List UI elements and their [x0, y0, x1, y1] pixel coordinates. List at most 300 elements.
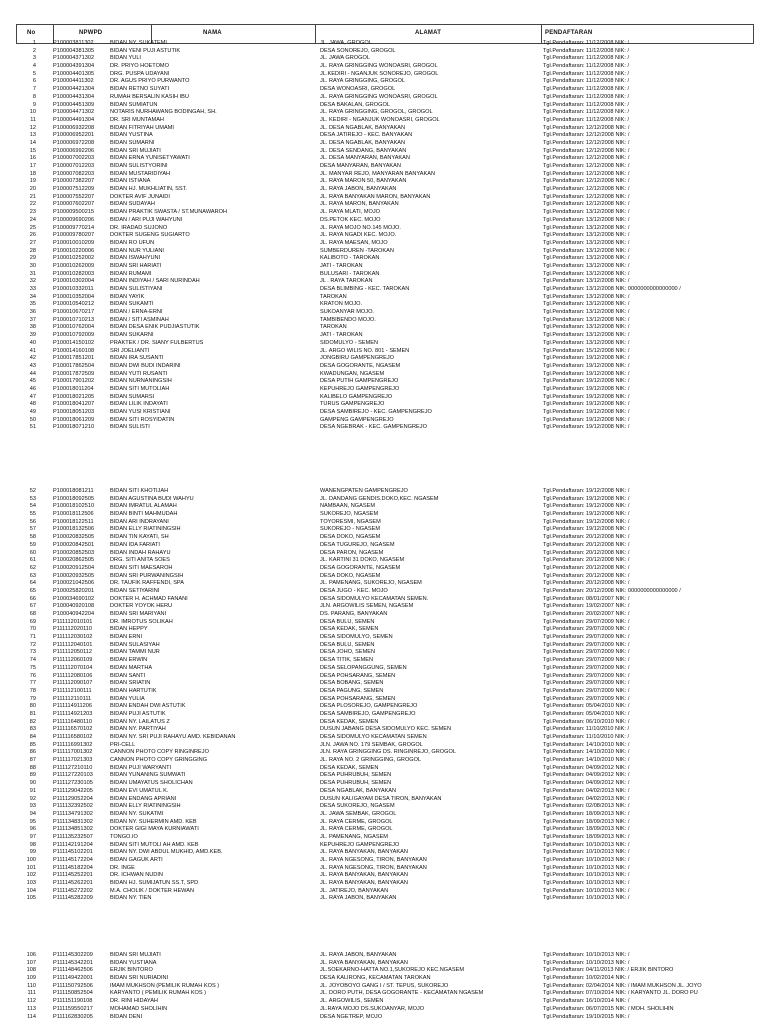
- row-alamat: DESA MANYARAN, BANYAKAN: [320, 163, 401, 169]
- row-npwpd: P111112050112: [53, 649, 92, 656]
- row-pendaftaran: Tgl.Pendaftaran: 29/07/2009 NIK: /: [543, 618, 630, 625]
- row-nama: BIDAN NY. LAILATUS Z: [110, 718, 170, 725]
- row-alamat: DS. PARANG, BANYAKAN: [320, 611, 388, 617]
- row-pendaftaran: Tgl.Pendaftaran: 10/02/2014 NIK: /: [543, 975, 630, 982]
- row-pendaftaran: Tgl.Pendaftaran: 13/12/2008 NIK: /: [543, 209, 630, 216]
- row-alamat: DESA SIDOMULYO KECAMATAN SEMEN.: [320, 595, 429, 602]
- row-alamat: JL.KEDIRI - NGANJUK SONOREJO, GROGOL: [320, 70, 439, 77]
- row-nama: BIDAN TAMMI NUR: [110, 649, 160, 656]
- row-npwpd: P100017872509: [53, 370, 95, 377]
- row-number: 22: [29, 201, 36, 208]
- table-row: [0, 642, 768, 650]
- row-nama: BIDAN ISWAHYUNI: [110, 255, 161, 262]
- row-alamat: KRATON MOJO.: [320, 301, 363, 308]
- row-nama: CANNON PHOTO COPY GRINGGING: [110, 757, 208, 764]
- row-nama: TONGO.IO: [110, 833, 138, 840]
- table-row: [0, 294, 768, 302]
- header-pendaftaran: PENDAFTARAN: [545, 30, 593, 36]
- table-row: [0, 749, 768, 757]
- row-number: 7: [32, 86, 36, 93]
- row-pendaftaran: Tgl.Pendaftaran: 18/09/2013 NIK: /: [543, 833, 630, 840]
- row-npwpd: P100018132506: [53, 526, 95, 533]
- row-number: 73: [29, 649, 36, 656]
- row-npwpd: P100004391304: [53, 63, 95, 70]
- row-alamat: JL. MANYAR REJO, MANYARAN BANYAKAN: [320, 170, 436, 177]
- row-number: 82: [29, 718, 36, 725]
- row-nama: BIDAN INDIYAH / SARI NURINDAH: [110, 278, 200, 285]
- table-row: [0, 309, 768, 317]
- row-pendaftaran: Tgl.Pendaftaran: 20/12/2008 NIK: 0000000000000000 /: [543, 587, 681, 594]
- row-pendaftaran: Tgl.Pendaftaran: 13/12/2008 NIK: /: [543, 270, 630, 277]
- row-alamat: JL. DESA NGABLAK, BANYAKAN: [320, 124, 406, 131]
- row-pendaftaran: Tgl.Pendaftaran: 11/12/2008 NIK: /: [543, 116, 630, 123]
- row-npwpd: P100004381305: [53, 47, 95, 54]
- row-alamat: DESA KEDAK, SEMEN: [320, 764, 379, 771]
- row-alamat: DESA PARON, NGASEM: [320, 549, 384, 556]
- table-row: [0, 673, 768, 681]
- table-row: [0, 248, 768, 256]
- table-row: [0, 178, 768, 186]
- row-nama: BIDAN LILIK INDAYATI: [110, 401, 168, 408]
- row-alamat: JATI - TAROKAN: [320, 262, 363, 269]
- row-nama: BIDAN YUSTIANA: [110, 959, 157, 966]
- row-alamat: JL. RAYA GRINGGING, GROGOL: [320, 78, 405, 85]
- row-alamat: JL. RAYA JABON, BANYAKAN: [320, 952, 397, 958]
- row-nama: BIDAN SRI NURIADINI: [110, 975, 169, 982]
- row-npwpd: P100010220006: [53, 247, 95, 254]
- row-npwpd: P111145262201: [53, 880, 93, 887]
- row-npwpd: P111145102201: [53, 849, 93, 856]
- table-row: [0, 826, 768, 834]
- row-alamat: DESA SELOPANGGUNG, SEMEN: [320, 664, 407, 671]
- row-number: 61: [29, 557, 36, 564]
- row-number: 42: [29, 355, 36, 362]
- row-number: 23: [29, 209, 36, 216]
- row-alamat: JL. RAYA MARON, BANYAKAN: [320, 201, 399, 208]
- row-alamat: DESA BAKALAN, GROGOL: [320, 101, 390, 108]
- row-nama: BIDAN SRI MUJIATI: [110, 147, 161, 154]
- row-nama: BIDAN PRAKTIK SWASTA / ST.MUNAWAROH: [110, 209, 228, 216]
- row-pendaftaran: Tgl.Pendaftaran: 04/09/2012 NIK: /: [543, 780, 630, 787]
- row-nama: BIDAN SRI MARIYANI: [110, 611, 167, 617]
- row-npwpd: P111117021303: [53, 757, 93, 764]
- row-pendaftaran: Tgl.Pendaftaran: 20/12/2008 NIK: /: [543, 557, 630, 564]
- table-row: [0, 734, 768, 742]
- row-pendaftaran: Tgl.Pendaftaran: 15/12/2008 NIK: /: [543, 347, 630, 354]
- row-npwpd: P100010332011: [53, 286, 94, 292]
- row-npwpd: P100007552207: [53, 193, 95, 200]
- table-row: [0, 496, 768, 504]
- row-nama: BIDAN SRI HARIATI: [110, 262, 162, 269]
- row-pendaftaran: Tgl.Pendaftaran: 29/07/2009 NIK: /: [543, 641, 630, 648]
- row-alamat: JL. RAYA BANYAKAN MARON, BANYAKAN: [320, 193, 431, 200]
- row-alamat: DESA SIDOMULYO, SEMEN: [320, 634, 393, 641]
- row-npwpd: P111151190108: [53, 998, 93, 1005]
- row-nama: BIDAN IDA FARIATI: [110, 541, 160, 548]
- row-pendaftaran: Tgl.Pendaftaran: 19/12/2008 NIK: /: [543, 393, 630, 400]
- table-row: [0, 317, 768, 325]
- row-number: 35: [29, 301, 36, 308]
- row-pendaftaran: Tgl.Pendaftaran: 19/12/2008 NIK: /: [543, 355, 630, 362]
- row-pendaftaran: Tgl.Pendaftaran: 12/12/2008 NIK: /: [543, 178, 630, 185]
- table-row: [0, 565, 768, 573]
- row-nama: BIDAN NURNANINGSIH: [110, 378, 172, 385]
- row-number: 8: [32, 93, 36, 100]
- row-nama: BIDAN SITI KHOTIJAH: [110, 488, 169, 494]
- row-pendaftaran: Tgl.Pendaftaran: 13/12/2008 NIK: 0000000000000000 /: [543, 286, 681, 292]
- row-number: 106: [26, 952, 36, 958]
- row-number: 88: [29, 764, 36, 771]
- row-nama: DRG. PUSPA UDAYANI: [110, 70, 170, 77]
- row-alamat: JL. RAYA CERME, GROGOL: [320, 818, 393, 825]
- row-nama: BIDAN SITI MUTOLI AH AMD. KEB: [110, 841, 199, 848]
- row-number: 67: [29, 603, 36, 610]
- row-pendaftaran: Tgl.Pendaftaran: 12/12/2008 NIK: /: [543, 163, 630, 169]
- row-nama: BIDAN PUJI WARYANTI: [110, 764, 172, 771]
- row-pendaftaran: Tgl.Pendaftaran: 29/07/2009 NIK: /: [543, 657, 630, 664]
- row-npwpd: P111135232507: [53, 833, 93, 840]
- row-alamat: KWADUNGAN, NGASEM: [320, 370, 385, 377]
- row-pendaftaran: Tgl.Pendaftaran: 11/10/2010 NIK: /: [543, 726, 630, 733]
- row-number: 60: [29, 549, 36, 556]
- row-nama: BIDAN MARTHA: [110, 664, 153, 671]
- row-pendaftaran: Tgl.Pendaftaran: 18/09/2013 NIK: /: [543, 826, 630, 833]
- row-alamat: SUKOREJO, NGASEM: [320, 511, 379, 518]
- row-npwpd: P111112030102: [53, 634, 93, 641]
- row-alamat: DUSUN JABANG DESA SIDOMULYO KEC. SEMEN: [320, 726, 452, 733]
- row-pendaftaran: Tgl.Pendaftaran: 19/12/2008 NIK: /: [543, 503, 630, 510]
- row-pendaftaran: Tgl.Pendaftaran: 12/12/2008 NIK: /: [543, 186, 630, 193]
- row-npwpd: P111150792506: [53, 982, 93, 989]
- row-number: 113: [27, 1005, 36, 1012]
- table-row: [0, 355, 768, 363]
- row-alamat: JL. RAYA MOJO NO.145 MOJO.: [320, 224, 401, 231]
- row-nama: BIDAN RO UFUN: [110, 239, 155, 246]
- row-pendaftaran: Tgl.Pendaftaran: 20/12/2008 NIK: /: [543, 580, 630, 587]
- row-pendaftaran: Tgl.Pendaftaran: 02/08/2013 NIK: /: [543, 803, 630, 810]
- table-row: [0, 217, 768, 225]
- row-number: 2: [32, 47, 36, 54]
- table-row: [0, 63, 768, 71]
- row-npwpd: P111117001302: [53, 749, 93, 756]
- table-row: [0, 301, 768, 309]
- row-alamat: TAROKAN: [320, 324, 347, 331]
- row-pendaftaran: Tgl.Pendaftaran: 13/12/2008 NIK: /: [543, 293, 630, 300]
- row-number: 25: [29, 224, 36, 231]
- row-npwpd: P111145252201: [53, 872, 93, 879]
- row-alamat: JL. DORO PUTH, DESA GOGORANTE - KECAMATAN NGASEM: [320, 990, 484, 997]
- row-pendaftaran: Tgl.Pendaftaran: 14/10/2010 NIK: /: [543, 741, 630, 748]
- row-npwpd: P111134851302: [53, 826, 93, 833]
- table-row: [0, 580, 768, 588]
- row-number: 93: [29, 803, 36, 810]
- table-row: [0, 526, 768, 534]
- row-number: 45: [29, 378, 36, 385]
- row-npwpd: P111112060109: [53, 657, 93, 664]
- row-pendaftaran: Tgl.Pendaftaran: 29/07/2009 NIK: /: [543, 626, 630, 633]
- table-row: [0, 155, 768, 163]
- row-alamat: SUKOREJO - NGASEM: [320, 526, 380, 533]
- row-alamat: JLN. JAWA NO. 179 SEMBAK, GROGOL: [320, 741, 423, 748]
- table-row: [0, 888, 768, 896]
- table-row: [0, 71, 768, 79]
- row-npwpd: P100018112506: [53, 511, 94, 518]
- row-pendaftaran: Tgl.Pendaftaran: 04/09/2012 NIK: /: [543, 764, 630, 771]
- row-nama: DOKTER AVIF JUNAIDI: [110, 193, 170, 200]
- table-row: [0, 534, 768, 542]
- row-pendaftaran: Tgl.Pendaftaran: 19/12/2008 NIK: /: [543, 495, 630, 502]
- row-pendaftaran: Tgl.Pendaftaran: 11/12/2008 NIK: /: [543, 93, 630, 100]
- row-npwpd: P111162830205: [53, 1013, 93, 1020]
- row-npwpd: P100010792009: [53, 332, 95, 339]
- row-nama: BIDAN NY. SUKATMI: [110, 810, 164, 817]
- row-pendaftaran: Tgl.Pendaftaran: 13/12/2008 NIK: /: [543, 262, 630, 269]
- table-row: [0, 619, 768, 627]
- table-row: [0, 519, 768, 527]
- row-npwpd: P100014160108: [53, 347, 95, 354]
- row-pendaftaran: Tgl.Pendaftaran: 20/12/2008 NIK: /: [543, 564, 630, 571]
- row-nama: BIDAN RUMAMI: [110, 270, 152, 277]
- row-alamat: DESA TITIK, SEMEN: [320, 657, 374, 664]
- row-pendaftaran: Tgl.Pendaftaran: 20/12/2008 NIK: /: [543, 541, 630, 548]
- row-npwpd: P100018092505: [53, 495, 95, 502]
- row-pendaftaran: Tgl.Pendaftaran: 12/12/2008 NIK: /: [543, 124, 630, 131]
- row-pendaftaran: Tgl.Pendaftaran: 14/10/2010 NIK: /: [543, 749, 630, 756]
- row-pendaftaran: Tgl.Pendaftaran: 11/12/2008 NIK: /: [543, 86, 630, 93]
- row-number: 54: [29, 503, 36, 510]
- row-number: 4: [32, 63, 36, 70]
- row-alamat: DESA NGETREP, MOJO: [320, 1013, 383, 1020]
- row-nama: BIDAN IMRATUL ALAMAH: [110, 503, 177, 510]
- row-pendaftaran: Tgl.Pendaftaran: 18/09/2013 NIK: /: [543, 818, 630, 825]
- row-nama: DR. TAUFIK RAFFENDI, SPA: [110, 580, 184, 587]
- row-alamat: DESA WONOASRI, GROGOL: [320, 86, 396, 93]
- row-pendaftaran: Tgl.Pendaftaran: 19/12/2008 NIK: /: [543, 416, 630, 423]
- row-npwpd: P111114921203: [53, 710, 93, 717]
- row-npwpd: P111149422001: [53, 975, 93, 982]
- row-nama: BIDAN SITI ROSYIDATIN: [110, 416, 175, 423]
- row-nama: CANNON PHOTO COPY RINGINREJO: [110, 749, 209, 756]
- row-pendaftaran: Tgl.Pendaftaran: 19/12/2008 NIK: /: [543, 488, 630, 494]
- row-number: 70: [29, 626, 36, 633]
- row-alamat: JL. RAYA NGESONG, TIRON, BANYAKAN: [320, 864, 427, 871]
- row-alamat: TURUS GAMPENGREJO: [320, 401, 385, 408]
- row-number: 5: [32, 70, 36, 77]
- row-number: 65: [29, 587, 36, 594]
- row-npwpd: P111159550217: [53, 1005, 93, 1012]
- row-nama: BIDAN ERWIN: [110, 657, 148, 664]
- row-npwpd: P100010302004: [53, 278, 95, 285]
- row-alamat: DS.PETOK KEC. MOJO: [320, 216, 381, 223]
- row-pendaftaran: Tgl.Pendaftaran: 11/12/2008 NIK: /: [543, 63, 630, 70]
- row-nama: BIDAN MUSTARIDIYAH: [110, 170, 171, 177]
- row-npwpd: P100009500215: [53, 209, 95, 216]
- row-number: 109: [26, 975, 36, 982]
- row-number: 46: [29, 385, 36, 392]
- table-row: [0, 611, 768, 619]
- row-npwpd: P100010010209: [53, 239, 95, 246]
- row-number: 39: [29, 332, 36, 339]
- row-alamat: JL. RAYA MLATI, MOJO: [320, 209, 380, 216]
- row-alamat: DESA NGABLAK, BANYAKAN: [320, 787, 397, 794]
- row-npwpd: P100007012203: [53, 163, 95, 169]
- row-number: 95: [29, 818, 36, 825]
- row-npwpd: P100009770214: [53, 224, 95, 231]
- row-number: 48: [29, 401, 36, 408]
- row-nama: BIDAN SULISTI: [110, 424, 150, 431]
- table-row: [0, 125, 768, 133]
- row-alamat: DESA BOBANG, SEMEN: [320, 680, 384, 687]
- row-number: 28: [29, 247, 36, 254]
- row-alamat: DESA SONOREJO, GROGOL: [320, 47, 396, 54]
- row-nama: BIDAN ELLY RIATININGSIH: [110, 526, 181, 533]
- row-alamat: DESA KEDAK, SEMEN: [320, 626, 379, 633]
- row-npwpd: P100006972208: [53, 139, 95, 146]
- table-row: [0, 657, 768, 665]
- row-nama: BIDAN SRI MUJIATI: [110, 952, 161, 958]
- table-row: [0, 703, 768, 711]
- row-alamat: DESA DOKO, NGASEM: [320, 572, 381, 579]
- row-pendaftaran: Tgl.Pendaftaran: 12/12/2008 NIK: /: [543, 201, 630, 208]
- row-number: 66: [29, 595, 36, 602]
- row-alamat: DESA SUKOREJO, NGASEM: [320, 803, 395, 810]
- table-row: [0, 626, 768, 634]
- table-row: [0, 573, 768, 581]
- row-number: 38: [29, 324, 36, 331]
- table-row: [0, 209, 768, 217]
- row-pendaftaran: Tgl.Pendaftaran: 10/10/2013 NIK: /: [543, 887, 630, 894]
- row-alamat: DESA BULU, SEMEN: [320, 641, 375, 648]
- row-number: 57: [29, 526, 36, 533]
- table-row: [0, 1014, 768, 1022]
- row-npwpd: P100006992206: [53, 147, 95, 154]
- table-row: [0, 140, 768, 148]
- table-row: [0, 634, 768, 642]
- row-number: 18: [29, 170, 36, 177]
- row-alamat: JL. JAWA GROGOL: [320, 55, 370, 62]
- table-row: [0, 409, 768, 417]
- row-pendaftaran: Tgl.Pendaftaran: 04/02/2013 NIK: /: [543, 795, 630, 802]
- row-npwpd: P111116570102: [53, 726, 93, 733]
- table-row: [0, 132, 768, 140]
- row-npwpd: P100040942204: [53, 611, 95, 617]
- row-npwpd: P111134831302: [53, 818, 93, 825]
- row-number: 12: [29, 124, 36, 131]
- row-pendaftaran: Tgl.Pendaftaran: 19/12/2008 NIK: /: [543, 424, 630, 431]
- row-nama: KARYANTO ( PEMILIK RUMAH KOS ): [110, 990, 207, 997]
- row-npwpd: P100004471302: [53, 109, 95, 116]
- row-alamat: JL . RAYA TAROKAN: [320, 278, 373, 285]
- table-row: [0, 378, 768, 386]
- row-alamat: DESA JOHO, SEMEN: [320, 649, 376, 656]
- table-row: [0, 696, 768, 704]
- row-pendaftaran: Tgl.Pendaftaran: 10/10/2013 NIK: /: [543, 864, 630, 871]
- row-nama: MOHAMAD SHOLIHIN: [110, 1005, 168, 1012]
- table-row: [0, 857, 768, 865]
- row-number: 50: [29, 416, 36, 423]
- table-row: [0, 48, 768, 56]
- row-nama: BIDAN DWI BUDI INDARINI: [110, 362, 181, 369]
- row-npwpd: P100010262009: [53, 262, 95, 269]
- row-alamat: BULUSARI - TAROKAN: [320, 270, 380, 277]
- table-row: [0, 386, 768, 394]
- row-nama: BIDAN SUDAYAH: [110, 201, 155, 208]
- row-nama: BIDAN FITRIYAH UMAMI: [110, 124, 174, 131]
- row-number: 102: [26, 872, 36, 879]
- table-row: [0, 225, 768, 233]
- row-alamat: JL. RAYA CERME, GROGOL: [320, 826, 393, 833]
- row-number: 80: [29, 703, 36, 710]
- row-number: 92: [29, 795, 36, 802]
- table-row: [0, 711, 768, 719]
- table-row: [0, 163, 768, 171]
- row-number: 90: [29, 780, 36, 787]
- row-number: 30: [29, 262, 36, 269]
- row-number: 19: [29, 178, 36, 185]
- row-alamat: JL. RAYA NGADI KEC. MOJO.: [320, 232, 397, 239]
- row-nama: BIDAN HEPPY: [110, 626, 148, 633]
- row-number: 107: [26, 959, 36, 966]
- row-number: 64: [29, 580, 36, 587]
- row-alamat: JL. KARTINI 31 DOKO, NGASEM: [320, 557, 405, 564]
- row-number: 99: [29, 849, 36, 856]
- row-number: 98: [29, 841, 36, 848]
- row-npwpd: P111145342201: [53, 959, 93, 966]
- row-number: 55: [29, 511, 36, 518]
- row-nama: BIDAN SRI PURWANINGSIH: [110, 572, 184, 579]
- table-body-group-1: [0, 40, 768, 432]
- table-row: [0, 742, 768, 750]
- row-number: 75: [29, 664, 36, 671]
- row-pendaftaran: Tgl.Pendaftaran: 12/12/2008 NIK: /: [543, 132, 630, 139]
- row-npwpd: P111112100111: [53, 687, 92, 694]
- row-pendaftaran: Tgl.Pendaftaran: 13/12/2008 NIK: /: [543, 339, 630, 346]
- row-npwpd: P100007512209: [53, 186, 95, 193]
- row-alamat: TOYORESMI, NGASEM: [320, 518, 381, 525]
- row-number: 77: [29, 680, 36, 687]
- row-number: 69: [29, 618, 36, 625]
- row-pendaftaran: Tgl.Pendaftaran: 05/04/2010 NIK: /: [543, 710, 630, 717]
- row-alamat: DESA PUHRUBUH, SEMEN: [320, 780, 392, 787]
- table-row: [0, 998, 768, 1006]
- row-number: 97: [29, 833, 36, 840]
- row-npwpd: P100009690206: [53, 216, 95, 223]
- row-pendaftaran: Tgl.Pendaftaran: 19/12/2008 NIK: /: [543, 409, 630, 415]
- table-row: [0, 550, 768, 558]
- row-number: 112: [27, 998, 36, 1005]
- row-npwpd: P111134791302: [53, 810, 93, 817]
- table-row: [0, 40, 768, 48]
- row-npwpd: P111129052204: [53, 795, 93, 802]
- table-row: [0, 109, 768, 117]
- row-npwpd: P100010252002: [53, 255, 95, 262]
- row-nama: BIDAN SITI MUTOLIAH: [110, 385, 170, 392]
- row-number: 17: [29, 163, 36, 169]
- row-nama: BIDAN ISTIANA: [110, 178, 151, 185]
- row-npwpd: P111116991302: [53, 741, 93, 748]
- row-pendaftaran: Tgl.Pendaftaran: 29/07/2009 NIK: /: [543, 687, 630, 694]
- row-nama: BIDAN NUR YULIANI: [110, 247, 164, 254]
- row-alamat: JL. JAWA SEMBAK, GROGOL: [320, 810, 397, 817]
- table-row: [0, 788, 768, 796]
- table-row: [0, 263, 768, 271]
- row-alamat: DESA PUTIH GAMPENGREJO: [320, 378, 399, 385]
- row-nama: BIDAN HJ. MUKHLIATIN, SST.: [110, 186, 187, 193]
- row-alamat: JL. PAMENANG, NGASEM: [320, 833, 388, 840]
- row-number: 10: [29, 109, 36, 116]
- row-pendaftaran: Tgl.Pendaftaran: 29/07/2009 NIK: /: [543, 680, 630, 687]
- row-alamat: JL. RAYA BANYAKAN, BANYAKAN: [320, 880, 408, 887]
